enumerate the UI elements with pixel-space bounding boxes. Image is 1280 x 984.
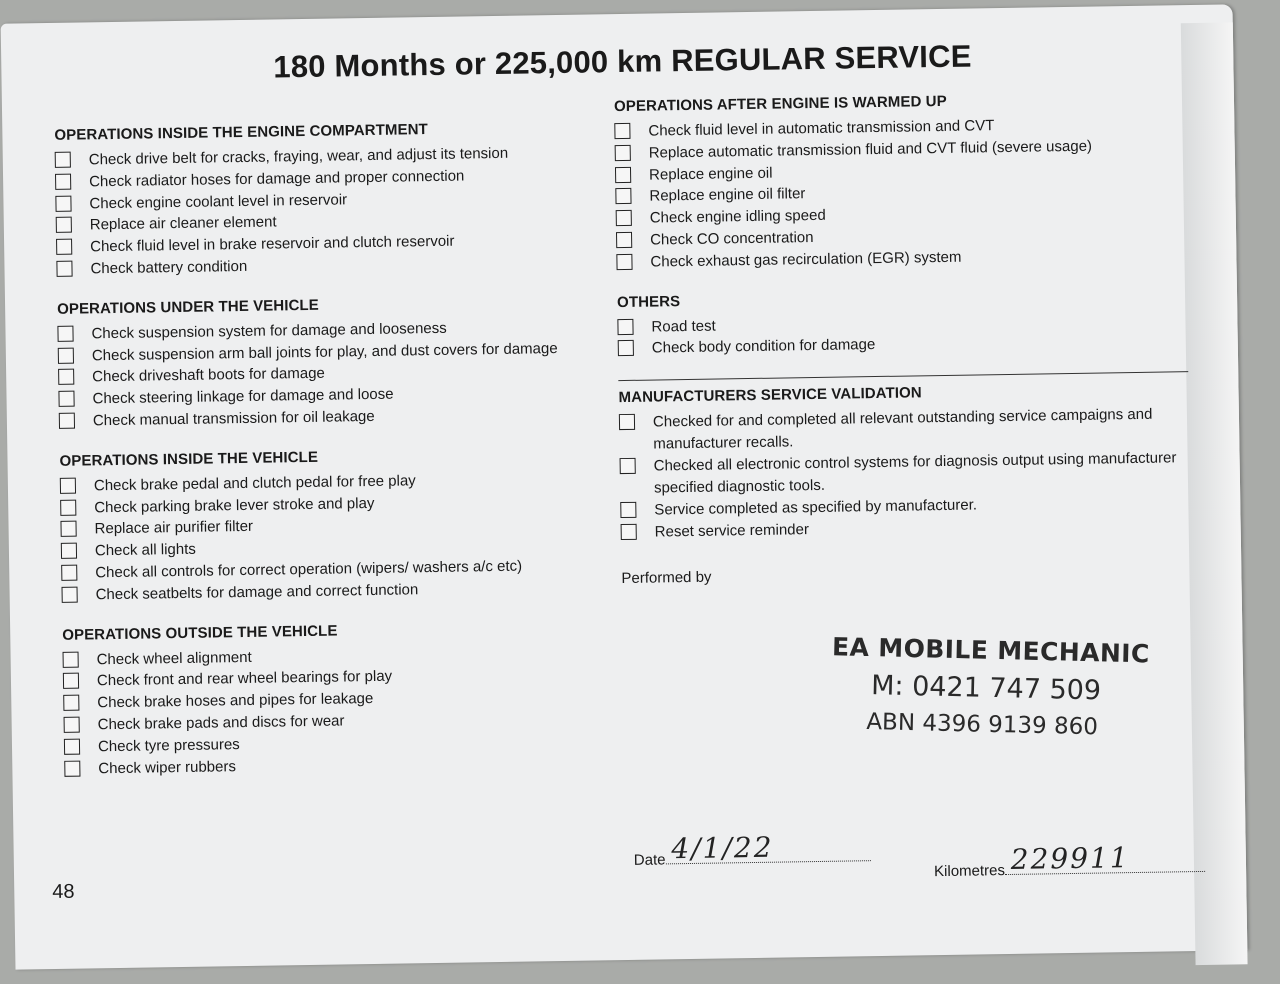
checklist-item-label: Check brake pedal and clutch pedal for free play — [93, 472, 416, 495]
checklist-item-label: Check drive belt for cracks, fraying, wear, and adjust its tension — [88, 144, 509, 169]
validation-heading: MANUFACTURERS SERVICE VALIDATION — [618, 384, 922, 407]
checklist-item-label: Check engine idling speed — [649, 206, 826, 227]
left-section — [57, 292, 619, 433]
checklist-item-label: Check suspension arm ball joints for play, and dust covers for damage — [91, 339, 558, 364]
stamp-business-name: EA MOBILE MECHANIC — [831, 632, 1150, 669]
checkbox[interactable] — [55, 173, 71, 189]
checklist — [617, 308, 1198, 361]
page-title: 180 Months or 225,000 km REGULAR SERVICE — [273, 38, 972, 85]
validation-item-label: Checked all electronic control systems for diagnosis output using manufacturer specified diagnostic tools. — [653, 449, 1177, 497]
checkbox[interactable] — [58, 391, 74, 407]
validation-list — [619, 403, 1201, 544]
date-field — [633, 830, 871, 869]
left-column — [54, 118, 625, 800]
checkbox[interactable] — [58, 369, 74, 385]
checkbox[interactable] — [615, 145, 631, 161]
checklist-item-label: Check wiper rubbers — [98, 757, 237, 777]
validation-item-label: Checked for and completed all relevant outstanding service campaigns and manufacturer recalls. — [652, 405, 1153, 453]
checkbox[interactable] — [615, 166, 631, 182]
checkbox[interactable] — [61, 543, 77, 559]
checklist-item-label: Check body condition for damage — [651, 336, 876, 357]
checkbox[interactable] — [618, 340, 634, 356]
checkbox[interactable] — [620, 458, 636, 474]
service-book-page — [1, 4, 1248, 969]
checklist-item-label: Check battery condition — [90, 257, 248, 278]
validation-section — [618, 380, 1200, 544]
checkbox[interactable] — [617, 318, 633, 334]
checkbox[interactable] — [60, 477, 76, 493]
checkbox[interactable] — [616, 232, 632, 248]
date-handwritten-value: 4/1/22 — [671, 830, 774, 866]
checklist — [57, 315, 619, 433]
checkbox[interactable] — [61, 586, 77, 602]
section-heading: OPERATIONS INSIDE THE VEHICLE — [59, 448, 319, 470]
right-section — [614, 89, 1197, 274]
checkbox[interactable] — [63, 695, 79, 711]
checklist-item-label: Check all controls for correct operation (wipers/ washers a/c etc) — [95, 557, 523, 582]
checkbox[interactable] — [616, 254, 632, 270]
checkbox[interactable] — [55, 195, 71, 211]
checklist-item-label: Check driveshaft boots for damage — [92, 365, 325, 386]
validation-item-label: Service completed as specified by manufacturer. — [654, 496, 978, 519]
checkbox[interactable] — [616, 210, 632, 226]
left-section — [59, 444, 621, 607]
checklist — [55, 141, 617, 281]
checklist — [60, 467, 622, 607]
checklist-item-label: Check suspension system for damage and looseness — [91, 319, 447, 343]
checklist-item-label: Check radiator hoses for damage and proper connection — [89, 167, 465, 191]
stamp-phone: M: 0421 747 509 — [870, 670, 1102, 707]
checkbox[interactable] — [620, 502, 636, 518]
checklist-item-label: Check fluid level in automatic transmission and CVT — [648, 117, 995, 140]
section-heading: OPERATIONS UNDER THE VEHICLE — [57, 296, 319, 318]
validation-item-label: Reset service reminder — [654, 521, 810, 541]
date-dotted-line — [665, 830, 870, 866]
checkbox[interactable] — [621, 524, 637, 540]
section-heading: OPERATIONS OUTSIDE THE VEHICLE — [62, 622, 338, 644]
page-number: 48 — [52, 880, 75, 904]
checkbox[interactable] — [61, 565, 77, 581]
checklist-item-label: Check CO concentration — [649, 228, 814, 249]
checklist-item-label: Check wheel alignment — [96, 648, 252, 668]
checkbox[interactable] — [56, 239, 72, 255]
left-section — [54, 118, 616, 281]
right-section — [617, 285, 1198, 361]
checklist-item-label: Check parking brake lever stroke and play — [94, 494, 375, 516]
section-heading: OTHERS — [616, 292, 681, 311]
checkbox[interactable] — [615, 188, 631, 204]
performed-by-label: Performed by — [621, 568, 712, 588]
checklist-item-label: Check engine coolant level in reservoir — [89, 190, 348, 212]
kilometres-field — [933, 841, 1205, 881]
checklist-item-label: Replace engine oil filter — [649, 185, 806, 205]
checkbox[interactable] — [64, 717, 80, 733]
checkbox[interactable] — [64, 760, 80, 776]
kilometres-label: Kilometres — [933, 862, 1006, 881]
checklist-item-label: Check manual transmission for oil leakage — [92, 407, 375, 430]
checklist-item-label: Check seatbelts for damage and correct function — [95, 580, 419, 604]
section-heading: OPERATIONS INSIDE THE ENGINE COMPARTMENT — [54, 121, 428, 144]
checkbox[interactable] — [614, 123, 630, 139]
checklist-item-label: Check steering linkage for damage and loose — [92, 385, 394, 408]
checklist-item-label: Check fluid level in brake reservoir and clutch reservoir — [90, 232, 455, 256]
checklist — [614, 112, 1196, 274]
right-column — [614, 89, 1202, 587]
checklist-item-label: Check front and rear wheel bearings for play — [96, 668, 393, 690]
checklist-item-label: Check brake hoses and pipes for leakage — [97, 690, 374, 712]
section-divider — [618, 371, 1188, 381]
checkbox[interactable] — [59, 413, 75, 429]
checkbox[interactable] — [56, 261, 72, 277]
checkbox[interactable] — [60, 499, 76, 515]
checkbox[interactable] — [60, 521, 76, 537]
checkbox[interactable] — [619, 414, 635, 430]
checkbox[interactable] — [57, 325, 73, 341]
date-label: Date — [633, 851, 666, 869]
checkbox[interactable] — [58, 347, 74, 363]
checklist-item-label: Road test — [651, 317, 716, 336]
checklist-item-label: Check all lights — [94, 540, 196, 560]
checklist-item-label: Replace engine oil — [648, 164, 773, 184]
section-heading: OPERATIONS AFTER ENGINE IS WARMED UP — [613, 92, 947, 116]
checklist-item-label: Check exhaust gas recirculation (EGR) system — [650, 248, 962, 271]
left-section — [62, 618, 624, 781]
checklist-item-label: Replace air cleaner element — [89, 213, 277, 234]
checkbox[interactable] — [64, 738, 80, 754]
checklist-item-label: Check brake pads and discs for wear — [97, 712, 345, 734]
checklist — [62, 641, 624, 781]
checkbox[interactable] — [63, 651, 79, 667]
checklist-item-label: Replace air purifier filter — [94, 518, 254, 538]
checkbox[interactable] — [56, 217, 72, 233]
checklist-item-label: Replace automatic transmission fluid and CVT fluid (severe usage) — [648, 137, 1093, 162]
mechanic-stamp — [830, 632, 1172, 742]
checklist-item-label: Check tyre pressures — [97, 735, 240, 756]
kilometres-handwritten-value: 229911 — [1010, 841, 1130, 876]
stamp-abn: ABN 4396 9139 860 — [866, 709, 1099, 741]
checkbox[interactable] — [63, 673, 79, 689]
checkbox[interactable] — [55, 152, 71, 168]
kilometres-dotted-line — [1005, 841, 1205, 876]
